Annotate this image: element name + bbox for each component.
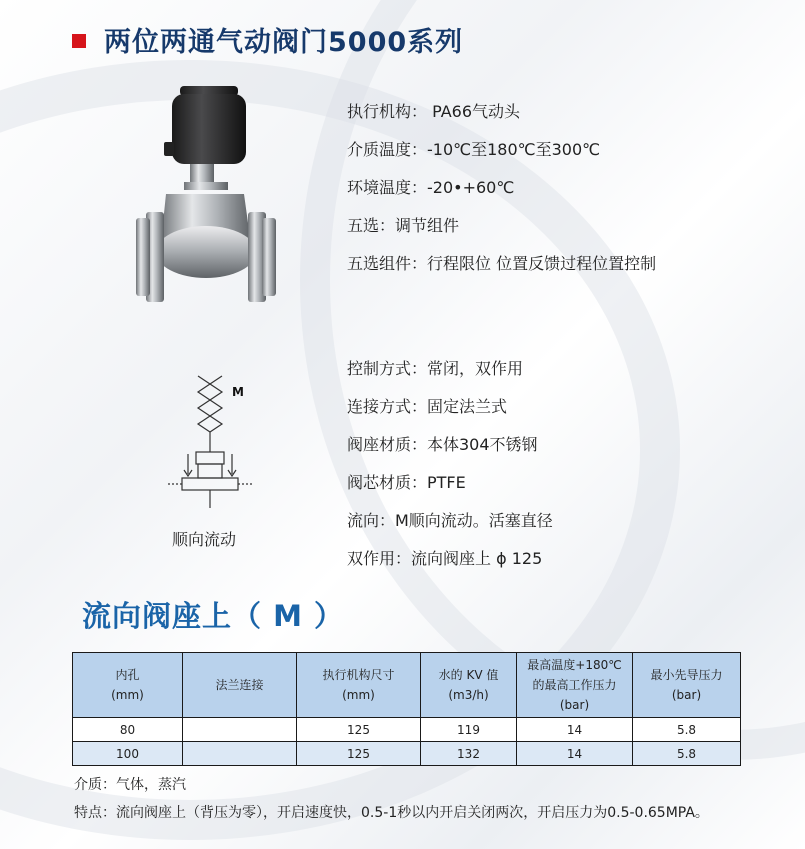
header-max-pressure: 最高温度+180℃ 的最高工作压力 (bar) — [517, 653, 633, 718]
header-min-pilot-pressure: 最小先导压力 (bar) — [633, 653, 741, 718]
spec-list-bottom — [347, 350, 553, 578]
spec-plug-material: 阀芯材质：PTFE — [347, 473, 466, 492]
spec-option-components: 五选组件：行程限位 位置反馈过程位置控制 — [347, 254, 657, 273]
header-flange: 法兰连接 — [183, 653, 297, 718]
table-cell: 125 — [297, 718, 421, 742]
spec-option: 五选：调节组件 — [347, 216, 460, 235]
spec-ambient-temperature: 环境温度：-20•+60℃ — [347, 178, 515, 197]
table-cell — [183, 718, 297, 742]
note-features: 特点：流向阀座上（背压为零），开启速度快，0.5-1秒以内开启关闭两次，开启压力为0.5-0.65MPA。 — [74, 805, 709, 821]
header-bore: 内孔 (mm) — [73, 653, 183, 718]
section-title: 流向阀座上（ M ） — [82, 599, 345, 633]
table-cell: 119 — [421, 718, 517, 742]
page-header — [72, 20, 463, 59]
spec-control-mode: 控制方式：常闭，双作用 — [347, 359, 524, 378]
header-actuator-size: 执行机构尺寸 (mm) — [297, 653, 421, 718]
table-row — [73, 742, 741, 766]
table-cell: 80 — [73, 718, 183, 742]
table-cell: 100 — [73, 742, 183, 766]
title-bullet — [72, 34, 86, 48]
page-title: 两位两通气动阀门5000系列 — [104, 27, 464, 58]
table-cell: 125 — [297, 742, 421, 766]
symbol-letter: M — [232, 385, 244, 399]
spec-medium-temperature: 介质温度：-10℃至180℃至300℃ — [347, 140, 601, 159]
table-row — [73, 718, 741, 742]
note-medium: 介质：气体，蒸汽 — [74, 777, 186, 793]
table-cell: 5.8 — [633, 718, 741, 742]
table-cell: 14 — [517, 742, 633, 766]
spec-double-acting: 双作用：流向阀座上 ϕ 125 — [347, 549, 543, 568]
spec-table — [72, 652, 741, 766]
table-cell: 14 — [517, 718, 633, 742]
header-kv-value: 水的 KV 值 (m3/h) — [421, 653, 517, 718]
spec-actuator: 执行机构： PA66气动头 — [347, 102, 521, 121]
notes — [74, 771, 709, 827]
spec-seat-material: 阀座材质：本体304不锈钢 — [347, 435, 538, 454]
table-cell — [183, 742, 297, 766]
flow-direction-symbol — [160, 370, 260, 520]
spec-flow-direction: 流向：M顺向流动。活塞直径 — [347, 511, 553, 530]
table-header-row — [73, 653, 741, 718]
symbol-caption: 顺向流动 — [172, 530, 237, 549]
table-cell: 5.8 — [633, 742, 741, 766]
spec-list-top — [347, 93, 656, 283]
valve-product-image — [132, 82, 280, 312]
spec-connection: 连接方式：固定法兰式 — [347, 397, 508, 416]
table-cell: 132 — [421, 742, 517, 766]
